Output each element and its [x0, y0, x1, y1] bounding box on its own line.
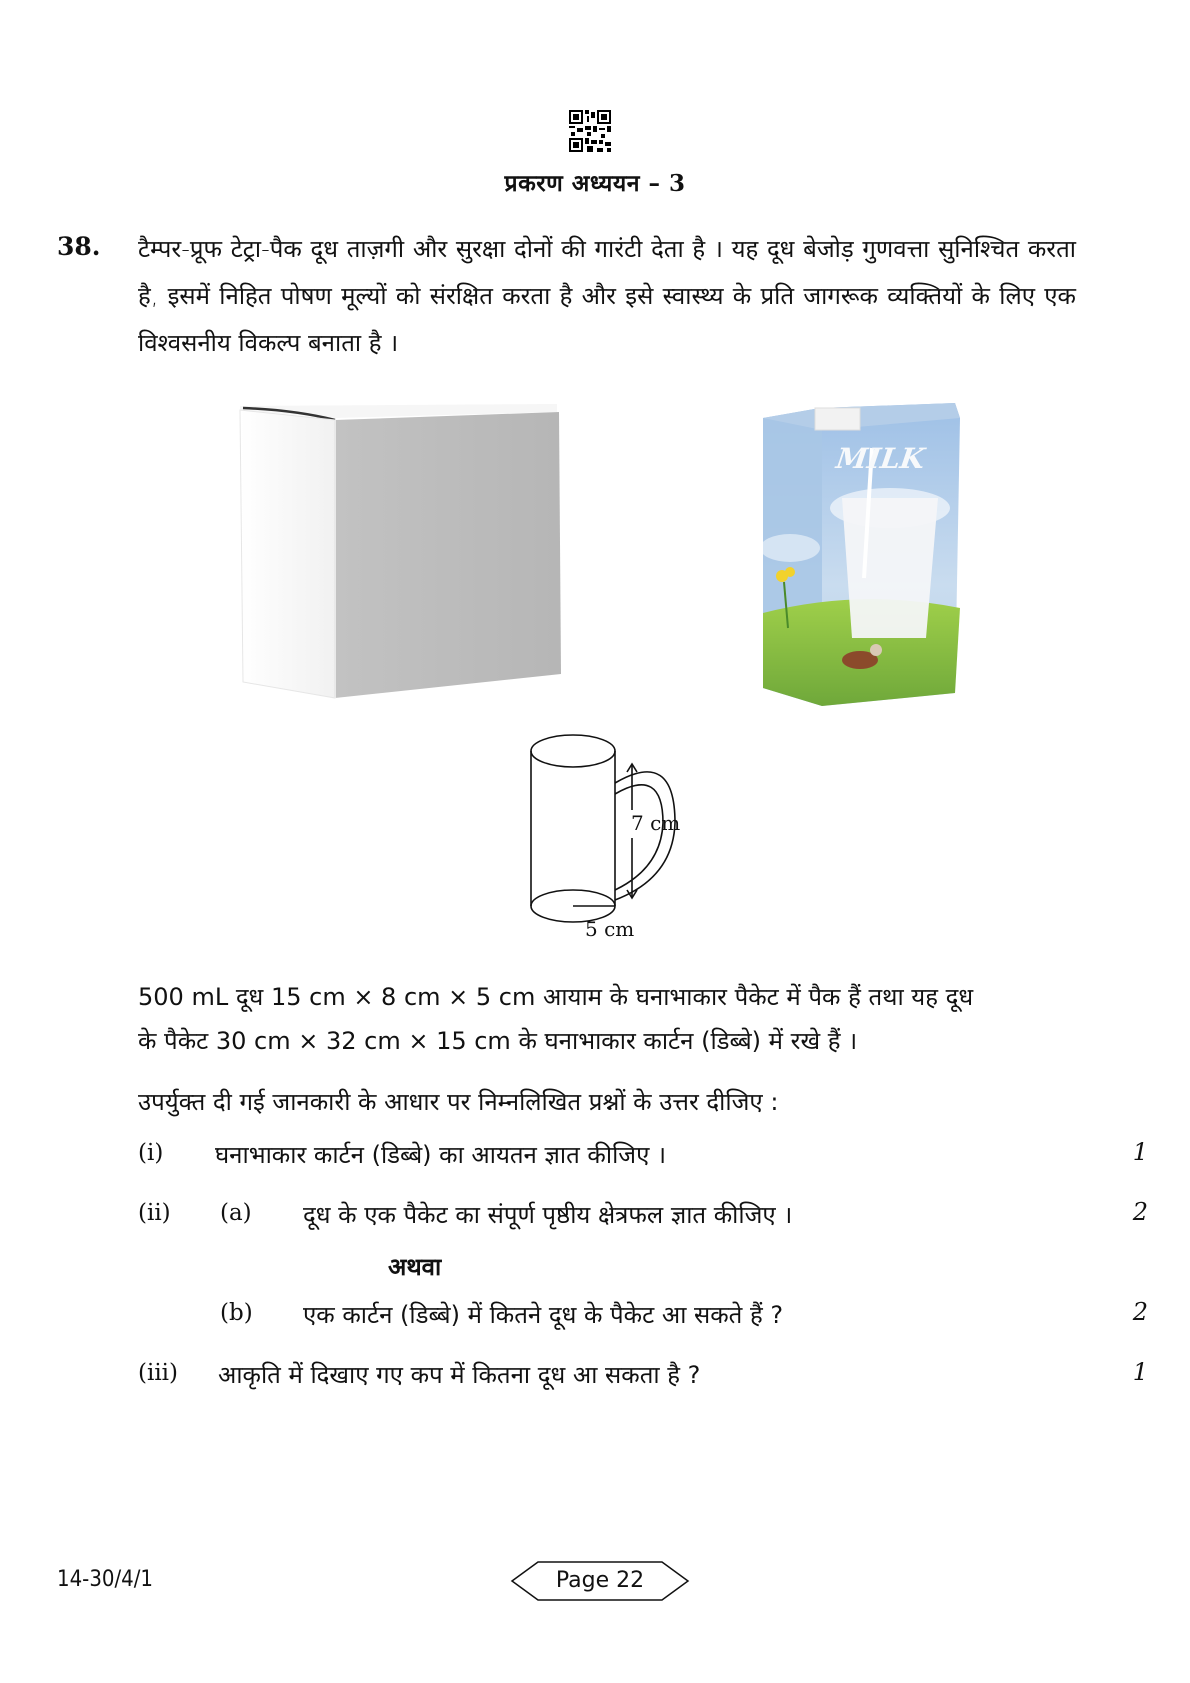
- milk-label: MILK: [834, 442, 927, 475]
- page-label: Page 22: [555, 1568, 645, 1593]
- context-paragraph: [138, 975, 1098, 1063]
- carton-box-image: [235, 398, 567, 704]
- part-iii-marks: 1: [1132, 1358, 1148, 1386]
- part-ii-b-marks: 2: [1132, 1298, 1148, 1326]
- instruction: उपर्युक्त दी गई जानकारी के आधार पर निम्नलिखित प्रश्नों के उत्तर दीजिए :: [138, 1088, 779, 1116]
- context-line-2: के पैकेट 30 cm × 32 cm × 15 cm के घनाभाकार कार्टन (डिब्बे) में रखे हैं ।: [138, 1027, 858, 1055]
- milk-pack-image: [760, 398, 965, 708]
- part-ii-label: (ii): [138, 1200, 171, 1226]
- part-i-text: घनाभाकार कार्टन (डिब्बे) का आयतन ज्ञात कीजिए ।: [215, 1141, 667, 1169]
- part-ii-a-marks: 2: [1132, 1198, 1148, 1226]
- part-i-label: (i): [138, 1140, 164, 1166]
- section-title: प्रकरण अध्ययन – 3: [504, 170, 686, 197]
- or-label: अथवा: [388, 1253, 442, 1281]
- part-i-marks: 1: [1132, 1138, 1148, 1166]
- part-ii-a-label: (a): [220, 1200, 252, 1226]
- part-ii-b-label: (b): [220, 1300, 253, 1326]
- mug-diagram: [525, 728, 715, 940]
- mug-height-label: 7 cm: [631, 811, 681, 835]
- part-iii-label: (iii): [138, 1360, 179, 1386]
- question-intro: टैम्पर-प्रूफ टेट्रा-पैक दूध ताज़गी और सुरक्षा दोनों की गारंटी देता है । यह दूध बेजोड़ गुणवत्ता सुनिश्चित करता है, इसमें निहित पोषण मूल्यों को संरक्षित करता है और इसे स्वास्थ्य के प्रति जागरूक व्यक्तियों के लिए एक विश्वसनीय विकल्प बनाता है ।: [138, 235, 1076, 357]
- part-ii-b-text: एक कार्टन (डिब्बे) में कितने दूध के पैकेट आ सकते हैं ?: [303, 1301, 784, 1329]
- part-ii-a-text: दूध के एक पैकेट का संपूर्ण पृष्ठीय क्षेत्रफल ज्ञात कीजिए ।: [303, 1201, 793, 1229]
- part-iii-text: आकृति में दिखाए गए कप में कितना दूध आ सकता है ?: [218, 1361, 701, 1389]
- qr-code-icon: [569, 110, 611, 152]
- mug-diameter-label: 5 cm: [585, 917, 635, 940]
- page-number-badge: [510, 1560, 690, 1602]
- question-number: 38.: [57, 232, 101, 261]
- paper-code: 14-30/4/1: [57, 1567, 154, 1592]
- context-line-1: 500 mL दूध 15 cm × 8 cm × 5 cm आयाम के घनाभाकार पैकेट में पैक हैं तथा यह दूध: [138, 983, 974, 1011]
